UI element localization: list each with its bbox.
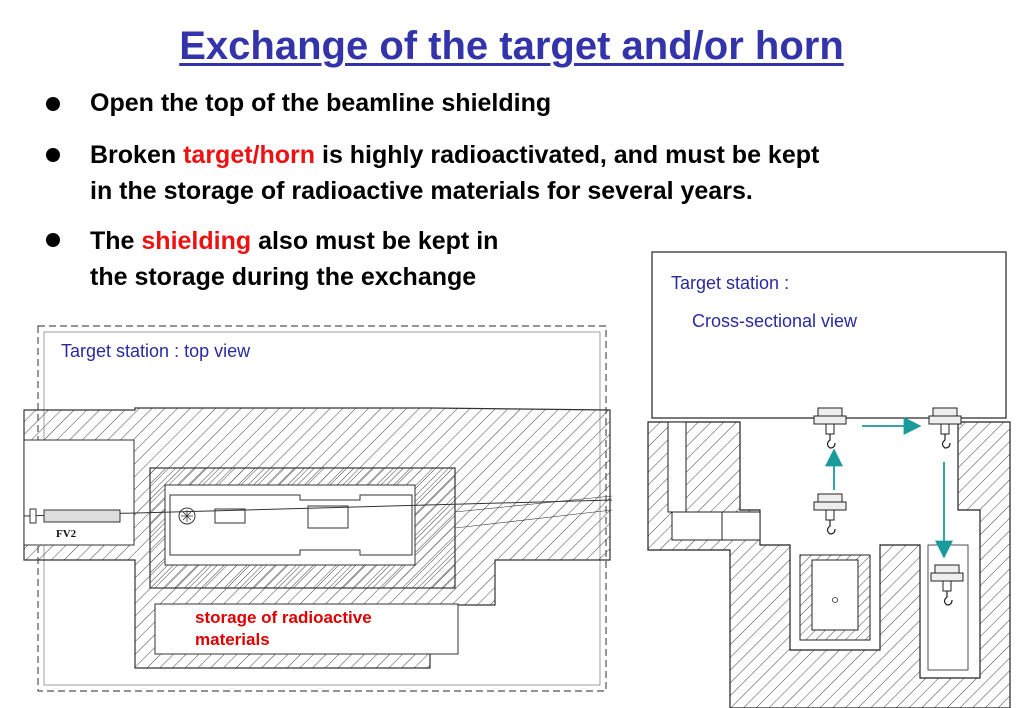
slide-title: Exchange of the target and/or horn <box>179 24 844 68</box>
target-chamber <box>165 485 415 565</box>
storage-label-line2: materials <box>195 630 270 649</box>
cross-view-caption-line2: Cross-sectional view <box>692 311 858 331</box>
cross-view-caption-line1: Target station : <box>671 273 790 293</box>
storage-well <box>928 545 968 670</box>
bullet-1-text: Open the top of the beamline shielding <box>90 89 552 117</box>
beam-channel <box>24 440 134 545</box>
horn-module <box>308 506 348 528</box>
crane-hook-icon <box>814 408 846 448</box>
storage-label <box>195 607 372 651</box>
wall-block <box>672 512 722 540</box>
storage-label-line1: storage of radioactive <box>195 608 372 627</box>
top-view-caption: Target station : top view <box>61 341 251 361</box>
bullet-3-line1: The shielding also must be kept in <box>90 227 499 255</box>
crane-hook-icon <box>929 408 961 448</box>
bullet-3-line2: the storage during the exchange <box>90 263 477 291</box>
crane-hook-icon <box>814 494 846 534</box>
bullet-2-line2: in the storage of radioactive materials for several years. <box>90 177 753 205</box>
fv2-label: FV2 <box>56 528 77 540</box>
wall-slot <box>668 422 686 512</box>
fv2-component <box>44 510 120 522</box>
bullet-2-line1: Broken target/horn is highly radioactivated, and must be kept <box>90 141 820 169</box>
